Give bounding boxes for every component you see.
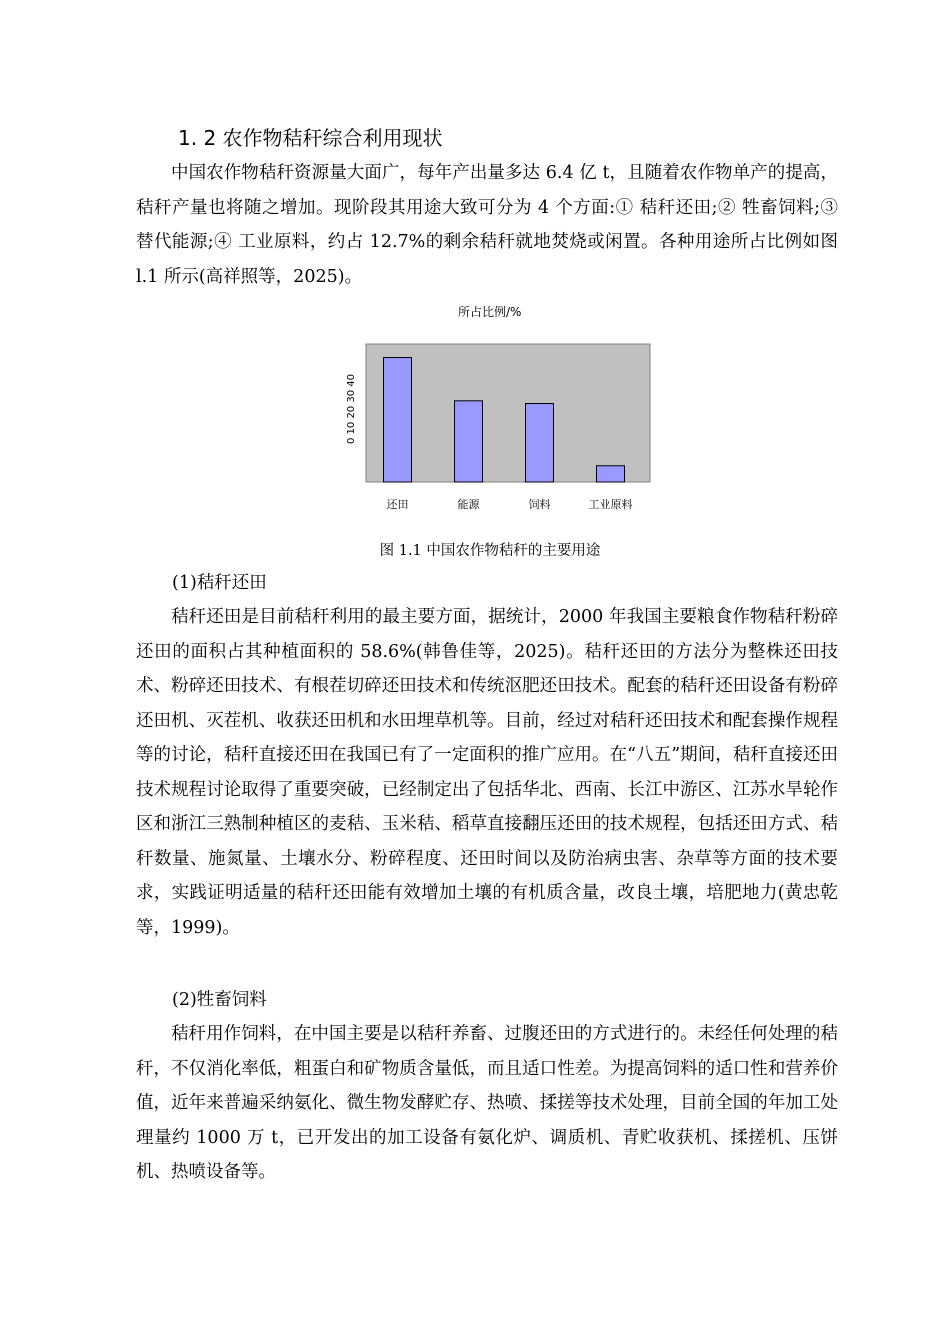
subsection-heading-straw-return: (1)秸秆还田 [172,573,267,593]
x-tick-label-1: 能源 [457,498,480,511]
x-tick-label-0: 还田 [386,498,409,511]
figure-caption-wrap [0,540,950,562]
section-heading: 1. 2 农作物秸秆综合利用现状 [178,126,443,150]
x-tick-label-2: 饲料 [528,498,551,511]
figure-caption: 图 1.1 中国农作物秸秆的主要用途 [379,543,601,559]
chart-title: 所占比例/% [458,305,522,319]
y-tick-labels: 0 10 20 30 40 [346,374,357,444]
subsection-heading-livestock-feed: (2)牲畜饲料 [172,990,267,1010]
paragraph-straw-return: 秸秆还田是目前秸秆利用的最主要方面，据统计，2000 年我国主要粮食作物秸秆粉碎还田的面积占其种植面积的 58.6%(韩鲁佳等，2025)。秸秆还田的方法分为整株还田技术、粉碎还田技术、有根茬切碎还田技术和传统沤肥还田技术。配套的秸秆还田设备有粉碎还田机、灭茬机、收获还田机和水田埋草机等。目前，经过对秸秆还田技术和配套操作规程等的讨论，秸秆直接还田在我国已有了一定面积的推广应用。在“八五”期间，秸秆直接还田技术规程讨论取得了重要突破，已经制定出了包括华北、西南、长江中游区、江苏水旱轮作区和浙江三熟制种植区的麦秸、玉米秸、稻草直接翻压还田的技术规程，包括还田方式、秸秆数量、施氮量、土壤水分、粉碎程度、还田时间以及防治病虫害、杂草等方面的技术要求，实践证明适量的秸秆还田能有效增加土壤的有机质含量，改良土壤，培肥地力(黄忠乾等，1999)。 [136,607,838,938]
bar-2 [526,404,554,482]
intro-paragraph: 中国农作物秸秆资源量大面广，每年产出量多达 6.4 亿 t，且随着农作物单产的提高，秸秆产量也将随之增加。现阶段其用途大致可分为 4 个方面:① 秸秆还田;② 牲畜饲料;③ 替代能源;④ 工业原料，约占 12.7%的剩余秸秆就地焚烧或闲置。各种用途所占比例如图 l.1 所示(高祥照等，2025)。 [136,163,838,287]
bar-chart [330,330,660,520]
bar-0 [384,358,412,482]
bar-3 [597,466,625,482]
bar-1 [455,401,483,482]
paragraph-livestock-feed: 秸秆用作饲料，在中国主要是以秸秆养畜、过腹还田的方式进行的。未经任何处理的秸秆，不仅消化率低，粗蛋白和矿物质含量低，而且适口性差。为提高饲料的适口性和营养价值，近年来普遍采纳氨化、微生物发酵贮存、热喷、揉搓等技术处理，目前全国的年加工处理量约 1000 万 t，已开发出的加工设备有氨化炉、调质机、青贮收获机、揉搓机、压饼机、热喷设备等。 [136,1024,838,1182]
x-tick-label-3: 工业原料 [588,498,633,511]
